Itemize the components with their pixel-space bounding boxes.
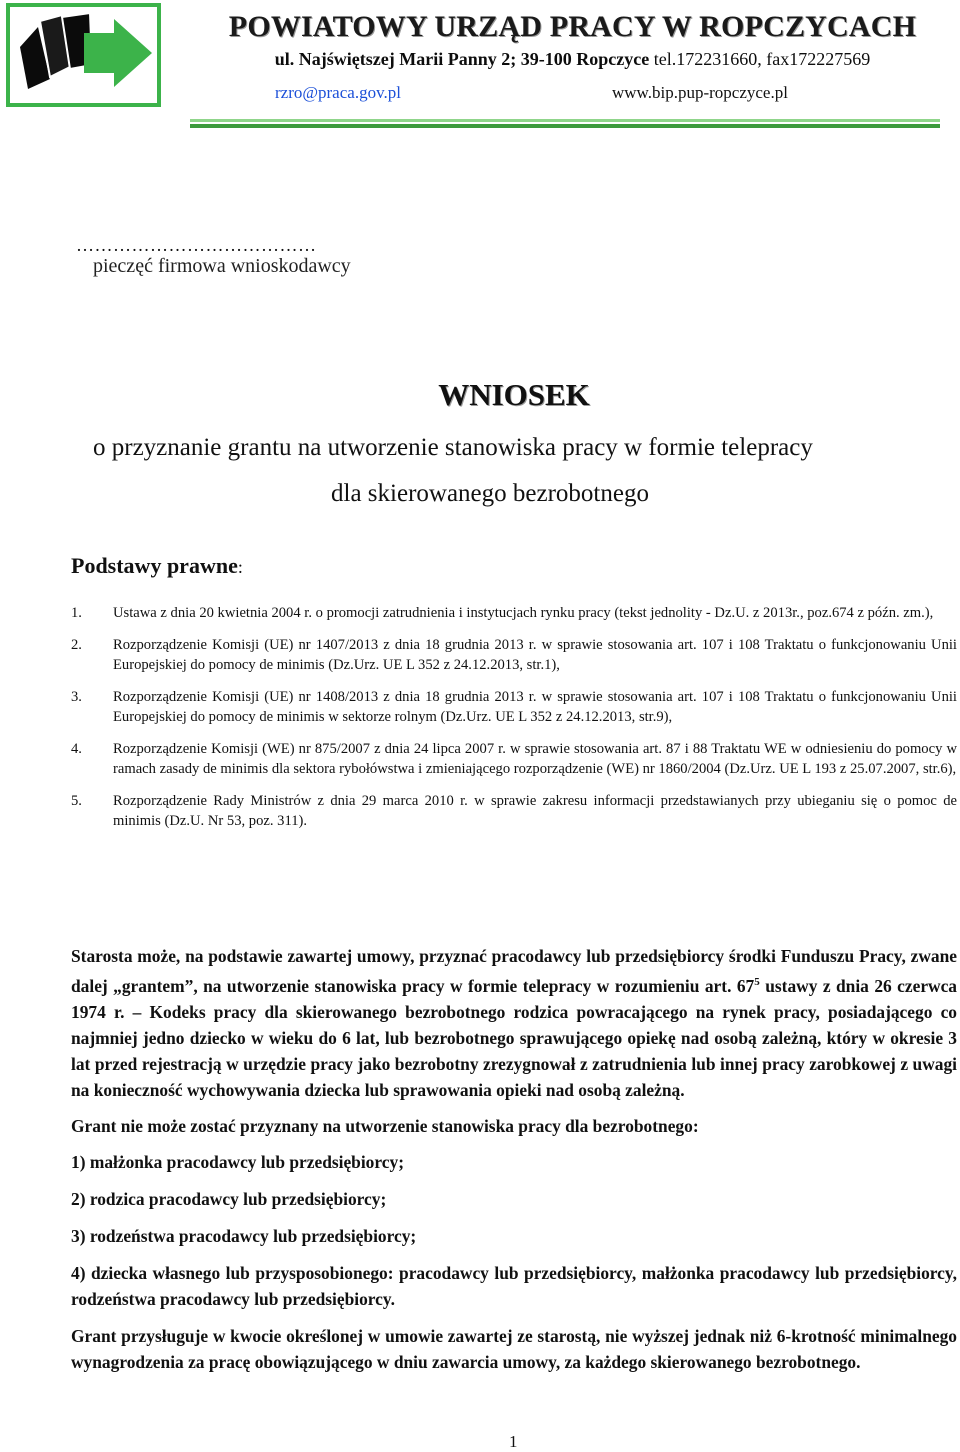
email-link[interactable]: rzro@praca.gov.pl [275,83,401,102]
legal-basis-colon: : [237,557,243,577]
grant-amount-paragraph: Grant przysługuje w kwocie określonej w umowie zawartej ze starostą, nie wyższej jednak niż 6-krotność minimalnego wynagrodzenia za pracę obowiązującego w dniu zawarcia umowy, za każdego skierowanego bezrobotnego. [71,1325,957,1372]
legal-item-number: 1. [71,605,82,621]
office-address [215,49,930,70]
stamp-label: pieczęć firmowa wnioskodawcy [93,255,351,277]
street-address: ul. Najświętszej Marii Panny 2; 39-100 Ropczyce [274,49,650,69]
legal-basis-heading-text: Podstawy prawne [71,553,238,578]
legal-item-text: Rozporządzenie Rady Ministrów z dnia 29 marca 2010 r. w sprawie zakresu informacji przedstawianych przy ubieganiu się o pomoc de minimis (Dz.U. Nr 53, poz. 311). [113,792,957,829]
phone-fax: tel.172231660, fax172227569 [649,49,871,69]
office-name: POWIATOWY URZĄD PRACY W ROPCZYCACH [228,10,917,43]
exclusion-heading: Grant nie może zostać przyznany na utworzenie stanowiska pracy dla bezrobotnego: [71,1115,699,1136]
legal-item-text: Rozporządzenie Komisji (WE) nr 875/2007 z dnia 24 lipca 2007 r. w sprawie stosowania art. 87 i 88 Traktatu WE w odniesieniu do pomocy w ramach zasady de minimis dla sektora rybołówstwa i zmieniającego rozporządzenie (WE) nr 1860/2004 (Dz.Urz. UE L 193 z 25.07.2007, str.6), [113,740,957,777]
legal-basis-heading [71,553,243,579]
main-body [71,943,957,1375]
legal-basis-item [71,739,957,780]
legal-basis-item [71,603,957,624]
document-title: WNIOSEK [438,377,590,412]
legal-item-number: 5. [71,792,82,809]
intro-text-part1: Starosta może, na podstawie zawartej umowy, przyznać pracodawcy lub przedsiębiorcy środki Funduszu Pracy, zwane dalej „grantem”, na utworzenie stanowiska pracy w formie telepracy w rozumieniu art. 67 [71,946,957,996]
document-subtitle-line2: dla skierowanego bezrobotnego [331,480,649,507]
legal-basis-list [71,603,957,843]
legal-item-number: 2. [71,636,82,653]
legal-item-number: 4. [71,740,82,757]
legal-item-number: 3. [71,688,82,705]
exclusion-item: 1) małżonka pracodawcy lub przedsiębiorcy; [71,1151,404,1172]
stamp-dotted-line: ………………………………… [76,235,317,255]
exclusion-item: 3) rodzeństwa pracodawcy lub przedsiębiorcy; [71,1225,417,1246]
legal-basis-item [71,687,957,728]
intro-paragraph [71,943,957,1103]
legal-item-text: Rozporządzenie Komisji (UE) nr 1407/2013 z dnia 18 grudnia 2013 r. w sprawie stosowania art. 107 i 108 Traktatu o funkcjonowaniu Unii Europejskiej do pomocy de minimis (Dz.Urz. UE L 352 z 24.12.2013, str.1), [113,636,957,673]
header-divider [190,119,940,128]
document-subtitle-line1: o przyznanie grantu na utworzenie stanowiska pracy w formie telepracy [93,434,813,461]
exclusion-item: 2) rodzica pracodawcy lub przedsiębiorcy; [71,1188,387,1209]
logo-graphic [10,7,157,103]
legal-basis-item [71,791,957,832]
article-superscript: 5 [754,976,760,988]
legal-item-text: Ustawa z dnia 20 kwietnia 2004 r. o promocji zatrudnienia i instytucjach rynku pracy (tekst jednolity - Dz.U. z 2013r., poz.674 z późn. zm.), [113,605,934,621]
intro-text-part2: ustawy z dnia 26 czerwca 1974 r. – Kodeks pracy dla skierowanego bezrobotnego rodzica powracającego na rynek pracy, posiadającego co najmniej jedno dziecko w wieku do 6 lat, lub bezrobotnego sprawującego opiekę nad osobą zależną, który w okresie 3 lat przed rejestracją w urzędzie pracy jako bezrobotny zrezygnował z zatrudnienia lub innej pracy zarobkowej z uwagi na konieczność wychowywania dziecka lub sprawowania opieki nad osobą zależną. [71,975,958,1100]
legal-basis-item [71,635,957,676]
page-number: 1 [509,1432,518,1451]
exclusion-item: 4) dziecka własnego lub przysposobionego: pracodawcy lub przedsiębiorcy, małżonka pracodawcy lub przedsiębiorcy, rodzeństwa pracodawcy lub przedsiębiorcy. [71,1262,957,1309]
office-logo [6,3,161,107]
legal-item-text: Rozporządzenie Komisji (UE) nr 1408/2013 z dnia 18 grudnia 2013 r. w sprawie stosowania art. 107 i 108 Traktatu o funkcjonowaniu Unii Europejskiej do pomocy de minimis w sektorze rolnym (Dz.Urz. UE L 352 z 24.12.2013, str.9), [113,688,957,725]
website-link[interactable]: www.bip.pup-ropczyce.pl [612,83,788,102]
